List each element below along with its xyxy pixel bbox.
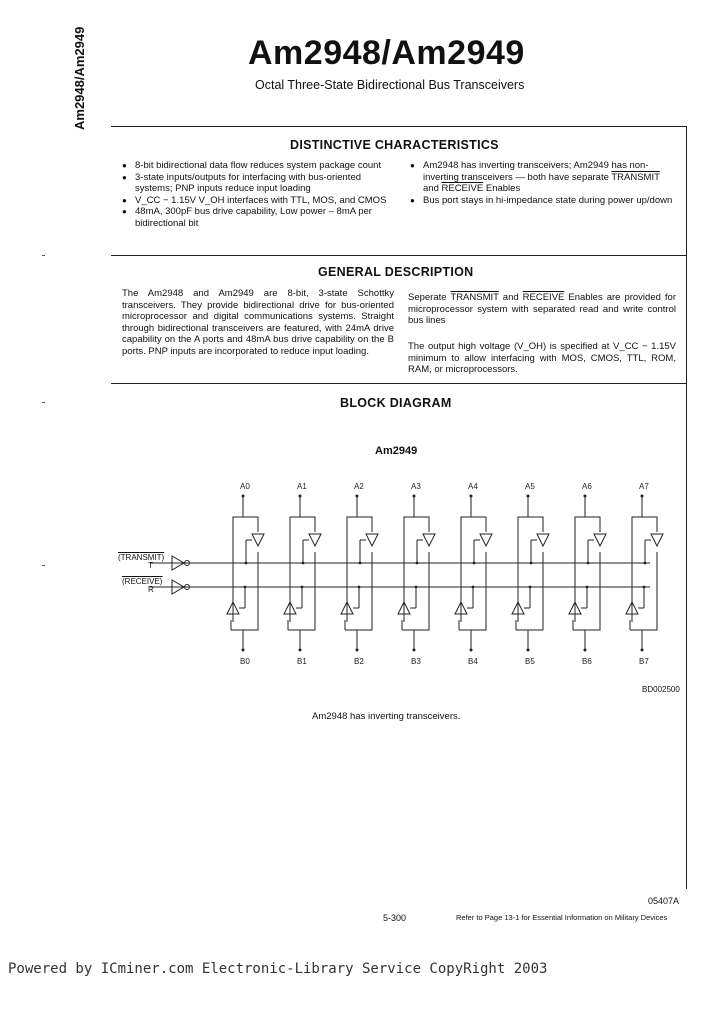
- transmit-driver: [252, 534, 264, 546]
- bus-junction: [473, 562, 476, 565]
- list-item: ● 8-bit bidirectional data flow reduces system package count: [122, 160, 394, 172]
- item-text: Enables: [483, 183, 521, 194]
- b-pin-label: B4: [468, 657, 478, 666]
- a-pin-label: A2: [354, 482, 364, 491]
- transmit-driver: [594, 534, 606, 546]
- a-pin-label: A4: [468, 482, 478, 491]
- general-left-paragraph: The Am2948 and Am2949 are 8-bit, 3-state Schottky transceivers. They provide bidirectional drive for bus-oriented microprocessor and digital communications systems. Straight through bidirectional transceivers are featured, with 24mA drive capability on the A ports and 48mA bus drive capability on the B ports. PNP inputs are incorporated to reduce input loading.: [122, 288, 394, 357]
- transmit-driver: [366, 534, 378, 546]
- b-pin-label: B2: [354, 657, 364, 666]
- transmit-driver: [537, 534, 549, 546]
- distinctive-heading: DISTINCTIVE CHARACTERISTICS: [290, 138, 499, 152]
- bus-junction: [359, 562, 362, 565]
- bus-junction: [586, 586, 589, 589]
- transmit-driver: [309, 534, 321, 546]
- bus-junction: [644, 562, 647, 565]
- powered-by-footer: Powered by ICminer.com Electronic-Library Service CopyRight 2003: [8, 961, 548, 977]
- bus-junction: [529, 586, 532, 589]
- transmit-driver: [423, 534, 435, 546]
- page-subtitle: Octal Three-State Bidirectional Bus Transceivers: [255, 78, 525, 92]
- footer-code: 05407A: [648, 896, 680, 906]
- para-text: Enables are provided for microprocessor system with separated read and write control bus lines: [408, 292, 676, 326]
- bus-junction: [587, 562, 590, 565]
- side-title: Am2948/Am2949: [72, 26, 87, 130]
- bus-junction: [643, 586, 646, 589]
- a-pin-label: A5: [525, 482, 535, 491]
- diagram-code: BD002500: [642, 685, 680, 694]
- item-text: and: [423, 183, 442, 194]
- para-text: and: [498, 292, 523, 303]
- transmit-label: (TRANSMIT): [118, 553, 165, 562]
- a-pin-label: A6: [582, 482, 592, 491]
- a-pin-label: A0: [240, 482, 250, 491]
- item-text: Am2948 has inverting transceivers; Am2949 has non-inverting transceivers — both have separate: [423, 160, 649, 183]
- list-item: ● V_CC − 1.15V V_OH interfaces with TTL, MOS, and CMOS: [122, 195, 394, 207]
- b-pin-label: B3: [411, 657, 421, 666]
- diagram-device-label: Am2949: [375, 445, 418, 457]
- b-pin-label: B7: [639, 657, 649, 666]
- bus-junction: [244, 586, 247, 589]
- bus-junction: [358, 586, 361, 589]
- receive-signal: RECEIVE: [441, 183, 484, 194]
- bus-junction: [245, 562, 248, 565]
- transmit-pin: T: [148, 561, 153, 570]
- diagram-caption: Am2948 has inverting transceivers.: [312, 711, 461, 722]
- page-title: Am2948/Am2949: [248, 34, 525, 72]
- transmit-signal: TRANSMIT: [450, 292, 499, 303]
- b-pin-label: B1: [297, 657, 307, 666]
- a-pin-label: A7: [639, 482, 649, 491]
- list-item: ● Bus port stays in hi-impedance state during power up/down: [410, 195, 678, 207]
- block-diagram-heading: BLOCK DIAGRAM: [340, 396, 452, 410]
- receive-label: (RECEIVE): [122, 577, 163, 586]
- reference-note: Refer to Page 13-1 for Essential Information on Military Devices: [456, 913, 668, 922]
- b-pin-label: B0: [240, 657, 250, 666]
- receive-signal: RECEIVE: [522, 292, 565, 303]
- list-item: ● 48mA, 300pF bus drive capability, Low power – 8mA per bidirectional bit: [122, 206, 394, 229]
- general-heading: GENERAL DESCRIPTION: [318, 265, 474, 279]
- a-pin-label: A3: [411, 482, 421, 491]
- bus-junction: [415, 586, 418, 589]
- transmit-driver: [480, 534, 492, 546]
- bus-junction: [472, 586, 475, 589]
- para-text: Seperate: [408, 292, 451, 303]
- list-item: ● 3-state inputs/outputs for interfacing with bus-oriented systems; PNP inputs reduce input loading: [122, 172, 394, 195]
- transmit-signal: TRANSMIT: [611, 171, 660, 183]
- bus-junction: [416, 562, 419, 565]
- bus-junction: [530, 562, 533, 565]
- b-pin-label: B5: [525, 657, 535, 666]
- a-pin-label: A1: [297, 482, 307, 491]
- bus-junction: [301, 586, 304, 589]
- page-number: 5-300: [383, 913, 407, 923]
- general-right-paragraph-2: The output high voltage (V_OH) is specified at V_CC − 1.15V minimum to allow interfacing with MOS, CMOS, TTL, ROM, RAM, or microprocessors.: [408, 341, 676, 375]
- b-pin-label: B6: [582, 657, 592, 666]
- bus-junction: [302, 562, 305, 565]
- receive-pin: R: [148, 585, 154, 594]
- transmit-driver: [651, 534, 663, 546]
